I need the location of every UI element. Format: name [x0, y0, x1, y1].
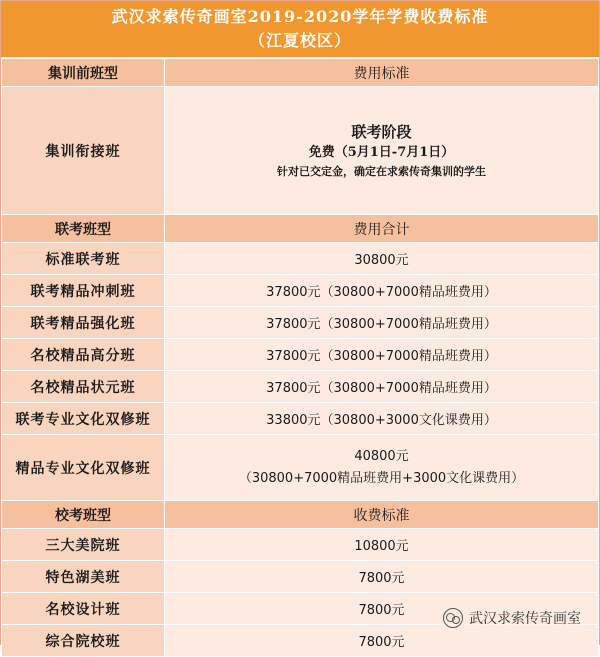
- table-row: [2, 529, 599, 561]
- page-subtitle: （江夏校区）: [248, 31, 351, 50]
- class-name: 标准联考班: [2, 243, 165, 275]
- fee-breakdown: （30800+7000精品班费用+3000文化课费用）: [238, 470, 525, 486]
- stage-fee: 免费（5月1日-7月1日）: [308, 144, 455, 160]
- section-header-joint-exam: [2, 215, 599, 243]
- column-header-fee: 费用标准: [165, 59, 599, 87]
- class-name: 名校精品高分班: [2, 339, 165, 371]
- section-header-pre-training: [2, 59, 599, 87]
- class-name: 名校设计班: [2, 593, 165, 625]
- column-header-class-type: 集训前班型: [2, 59, 165, 87]
- fee-cell: 7800元: [165, 561, 599, 593]
- fee-cell: [165, 435, 599, 501]
- stage-note: 针对已交定金，确定在求索传奇集训的学生: [277, 164, 486, 178]
- table-row: [2, 561, 599, 593]
- class-name: 特色湖美班: [2, 561, 165, 593]
- class-name: 联考精品冲刺班: [2, 275, 165, 307]
- table-row: [2, 87, 599, 215]
- stage-title: 联考阶段: [351, 122, 412, 141]
- fee-cell: [165, 87, 599, 215]
- fee-cell: 30800元: [165, 243, 599, 275]
- title-banner: [1, 1, 599, 58]
- table-row: [2, 307, 599, 339]
- class-name: 联考精品强化班: [2, 307, 165, 339]
- class-name: 集训衔接班: [2, 87, 165, 215]
- watermark: [439, 606, 585, 630]
- wechat-icon: [443, 608, 463, 628]
- class-name: 联考专业文化双修班: [2, 403, 165, 435]
- column-header-fee: 收费标准: [165, 501, 599, 529]
- class-name: 综合院校班: [2, 625, 165, 657]
- class-name: 精品专业文化双修班: [2, 435, 165, 501]
- table-row: [2, 339, 599, 371]
- fee-cell: 37800元（30800+7000精品班费用）: [165, 307, 599, 339]
- fee-cell: 10800元: [165, 529, 599, 561]
- column-header-class-type: 联考班型: [2, 215, 165, 243]
- column-header-class-type: 校考班型: [2, 501, 165, 529]
- table-row: [2, 243, 599, 275]
- table-row: [2, 435, 599, 501]
- page-title: 武汉求索传奇画室2019-2020学年学费收费标准: [111, 7, 489, 26]
- class-name: 名校精品状元班: [2, 371, 165, 403]
- table-row: [2, 403, 599, 435]
- column-header-fee: 费用合计: [165, 215, 599, 243]
- section-header-school-exam: [2, 501, 599, 529]
- table-row: [2, 371, 599, 403]
- fee-total: 40800元: [354, 448, 409, 464]
- class-name: 三大美院班: [2, 529, 165, 561]
- fee-cell: 37800元（30800+7000精品班费用）: [165, 339, 599, 371]
- fee-cell: 37800元（30800+7000精品班费用）: [165, 371, 599, 403]
- fee-cell: 7800元: [165, 625, 599, 657]
- fee-cell: 37800元（30800+7000精品班费用）: [165, 275, 599, 307]
- fee-cell: 7800元: [165, 593, 599, 625]
- fee-cell: 33800元（30800+3000文化课费用）: [165, 403, 599, 435]
- fee-table: [1, 58, 599, 657]
- watermark-text: 武汉求索传奇画室: [469, 611, 581, 627]
- table-row: [2, 275, 599, 307]
